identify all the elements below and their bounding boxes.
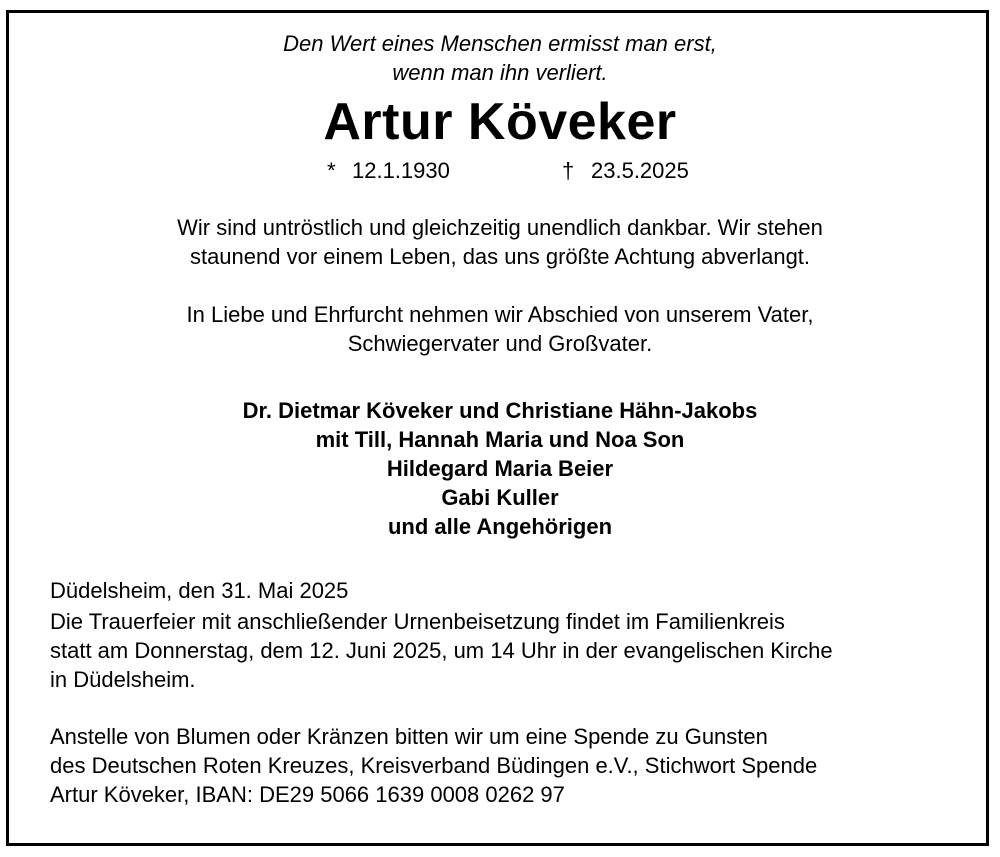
family-line-1: Dr. Dietmar Köveker und Christiane Hähn-Jakobs [242,398,758,423]
family-line-4: Gabi Kuller [441,485,559,510]
ceremony-line-2: statt am Donnerstag, dem 12. Juni 2025, um 14 Uhr in der evangelischen Kirche [50,638,833,663]
quote-line-2: wenn man ihn verliert. [392,60,608,85]
family-line-3: Hildegard Maria Beier [386,456,614,481]
death-symbol: † [562,158,575,183]
donation-line-1: Anstelle von Blumen oder Kränzen bitten wir um eine Spende zu Gunsten [50,724,768,749]
death-date: 23.5.2025 [591,158,689,183]
birth-symbol: * [327,158,336,183]
paragraph-2-line-2: Schwiegervater und Großvater. [347,331,653,356]
donation-line-2: des Deutschen Roten Kreuzes, Kreisverband Büdingen e.V., Stichwort Spende [50,753,818,778]
paragraph-1-line-2: staunend vor einem Leben, das uns größte Achtung abverlangt. [189,244,811,269]
family-line-5: und alle Angehörigen [387,514,613,539]
quote-line-1: Den Wert eines Menschen ermisst man erst, [283,31,717,56]
birth-date: 12.1.1930 [352,158,450,183]
ceremony-line-1: Die Trauerfeier mit anschließender Urnenbeisetzung findet im Familienkreis [50,609,785,634]
paragraph-2-line-1: In Liebe und Ehrfurcht nehmen wir Abschied von unserem Vater, [186,302,814,327]
donation-line-3: Artur Köveker, IBAN: DE29 5066 1639 0008 0262 97 [50,782,565,807]
place-date: Düdelsheim, den 31. Mai 2025 [50,578,349,603]
ceremony-line-3: in Düdelsheim. [50,667,196,692]
paragraph-1-line-1: Wir sind untröstlich und gleichzeitig unendlich dankbar. Wir stehen [177,215,823,240]
family-line-2: mit Till, Hannah Maria und Noa Son [315,427,685,452]
life-dates [0,158,1000,186]
deceased-name: Artur Köveker [323,93,677,151]
